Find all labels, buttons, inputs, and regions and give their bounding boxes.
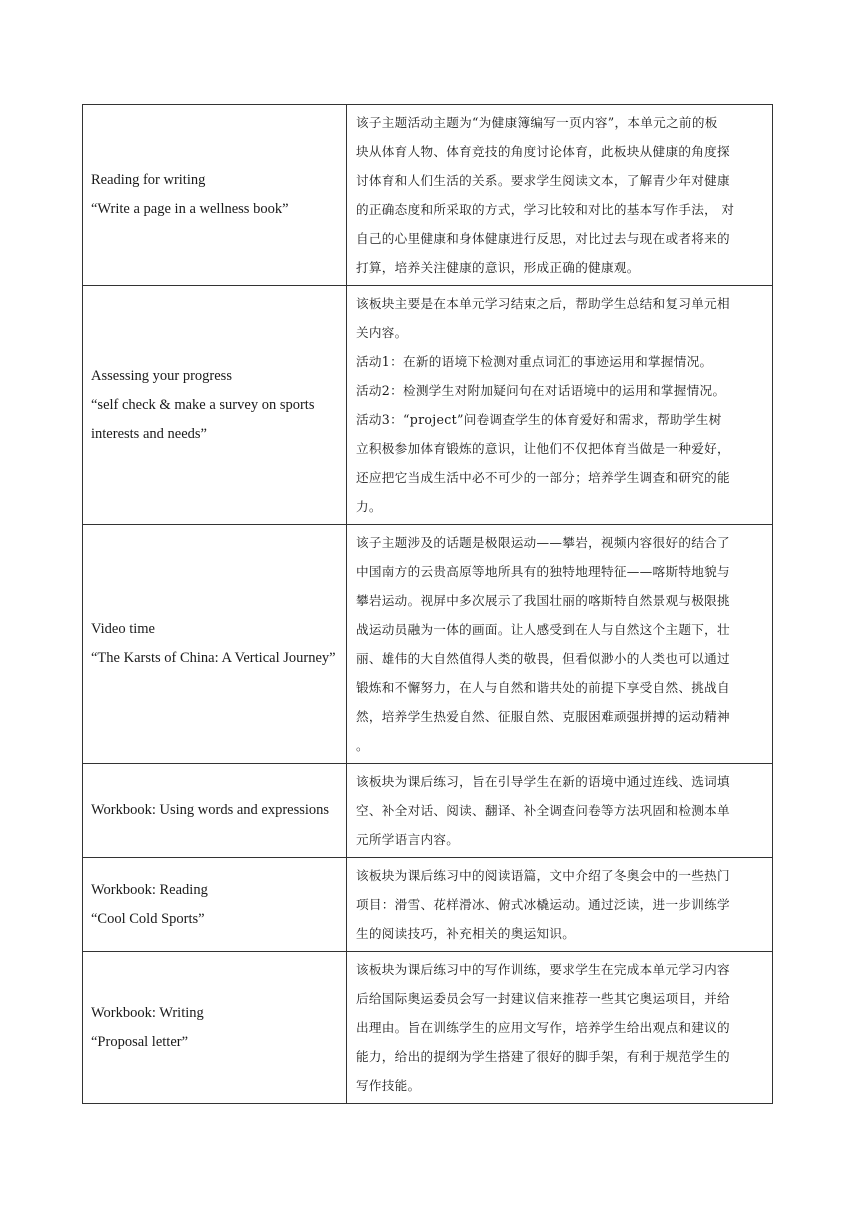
- section-description-cell: [347, 286, 773, 525]
- section-description-cell: [347, 764, 773, 858]
- description-line: 讨体育和人们生活的关系。要求学生阅读文本，了解青少年对健康: [356, 173, 730, 188]
- section-title: Workbook: Reading: [91, 881, 208, 898]
- description-line: 立积极参加体育锻炼的意识，让他们不仅把体育当做是一种爱好，: [356, 441, 730, 456]
- section-title: Video time: [91, 621, 155, 637]
- table-row: [83, 764, 773, 858]
- description-line: 该板块主要是在本单元学习结束之后，帮助学生总结和复习单元相: [356, 296, 730, 311]
- description-line: 的正确态度和所采取的方式，学习比较和对比的基本写作手法， 对: [356, 202, 735, 217]
- content-table: [82, 104, 773, 1104]
- description-line: 后给国际奥运委员会写一封建议信来推荐一些其它奥运项目，并给: [356, 991, 730, 1006]
- description-line: 写作技能。: [356, 1078, 421, 1093]
- section-subtitle: “Proposal letter”: [91, 1033, 189, 1050]
- section-title-cell: [83, 858, 347, 952]
- description-line: 该板块为课后练习中的写作训练，要求学生在完成本单元学习内容: [356, 962, 730, 977]
- description-line: 该板块为课后练习，旨在引导学生在新的语境中通过连线、选词填: [356, 774, 730, 789]
- description-line: 活动3：“project”问卷调查学生的体育爱好和需求，帮助学生树: [356, 412, 722, 427]
- table-row: [83, 105, 773, 286]
- table-row: [83, 286, 773, 525]
- description-line: 活动1：在新的语境下检测对重点词汇的事迹运用和掌握情况。: [356, 354, 713, 369]
- description-line: 关内容。: [356, 325, 408, 340]
- section-subtitle: “The Karsts of China: A Vertical Journey”: [91, 650, 336, 666]
- description-line: 项目：滑雪、花样滑冰、俯式冰橇运动。通过泛读，进一步训练学: [356, 897, 730, 912]
- section-title: Workbook: Writing: [91, 1004, 204, 1021]
- section-description-cell: [347, 105, 773, 286]
- section-title: Reading for writing: [91, 172, 206, 188]
- description-line: 然，培养学生热爱自然、征服自然、克服困难顽强拼搏的运动精神: [356, 709, 730, 724]
- description-line: 活动2：检测学生对附加疑问句在对话语境中的运用和掌握情况。: [356, 383, 726, 398]
- description-line: 空、补全对话、阅读、翻译、补全调查问卷等方法巩固和检测本单: [356, 803, 730, 818]
- description-line: 元所学语言内容。: [356, 832, 460, 847]
- description-line: 丽、雄伟的大自然值得人类的敬畏，但看似渺小的人类也可以通过: [356, 651, 730, 666]
- section-title-cell: [83, 952, 347, 1104]
- description-line: 该子主题涉及的话题是极限运动——攀岩，视频内容很好的结合了: [356, 535, 730, 550]
- description-line: 战运动员融为一体的画面。让人感受到在人与自然这个主题下，壮: [356, 622, 730, 637]
- section-subtitle: “self check & make a survey on sports: [91, 396, 315, 413]
- section-title: Workbook: Using words and expressions: [91, 802, 330, 818]
- description-line: 该子主题活动主题为“为健康簿编写一页内容”，本单元之前的板: [356, 115, 718, 130]
- description-line: 。: [356, 738, 369, 753]
- section-description-cell: [347, 525, 773, 764]
- description-line: 打算，培养关注健康的意识，形成正确的健康观。: [356, 260, 640, 275]
- section-title-cell: [83, 764, 347, 858]
- section-title-cell: [83, 286, 347, 525]
- table-row: [83, 525, 773, 764]
- description-line: 块从体育人物、体育竞技的角度讨论体育，此板块从健康的角度探: [356, 144, 730, 159]
- description-line: 中国南方的云贵高原等地所具有的独特地理特征——喀斯特地貌与: [356, 564, 730, 579]
- description-line: 力。: [356, 499, 382, 514]
- section-title-cell: [83, 105, 347, 286]
- description-line: 攀岩运动。视屏中多次展示了我国壮丽的喀斯特自然景观与极限挑: [356, 593, 730, 608]
- description-line: 生的阅读技巧，补充相关的奥运知识。: [356, 926, 576, 941]
- description-line: 自己的心里健康和身体健康进行反思，对比过去与现在或者将来的: [356, 231, 730, 246]
- section-subtitle: “Write a page in a wellness book”: [91, 201, 289, 217]
- section-title-cell: [83, 525, 347, 764]
- section-description-cell: [347, 858, 773, 952]
- table-row: [83, 952, 773, 1104]
- description-line: 还应把它当成生活中必不可少的一部分；培养学生调查和研究的能: [356, 470, 730, 485]
- section-subtitle: “Cool Cold Sports”: [91, 910, 205, 927]
- description-line: 能力，给出的提纲为学生搭建了很好的脚手架，有利于规范学生的: [356, 1049, 730, 1064]
- section-subtitle: interests and needs”: [91, 425, 207, 442]
- table-row: [83, 858, 773, 952]
- section-description-cell: [347, 952, 773, 1104]
- description-line: 该板块为课后练习中的阅读语篇，文中介绍了冬奥会中的一些热门: [356, 868, 730, 883]
- section-title: Assessing your progress: [91, 367, 232, 384]
- description-line: 出理由。旨在训练学生的应用文写作，培养学生给出观点和建议的: [356, 1020, 730, 1035]
- description-line: 锻炼和不懈努力，在人与自然和谐共处的前提下享受自然、挑战自: [356, 680, 730, 695]
